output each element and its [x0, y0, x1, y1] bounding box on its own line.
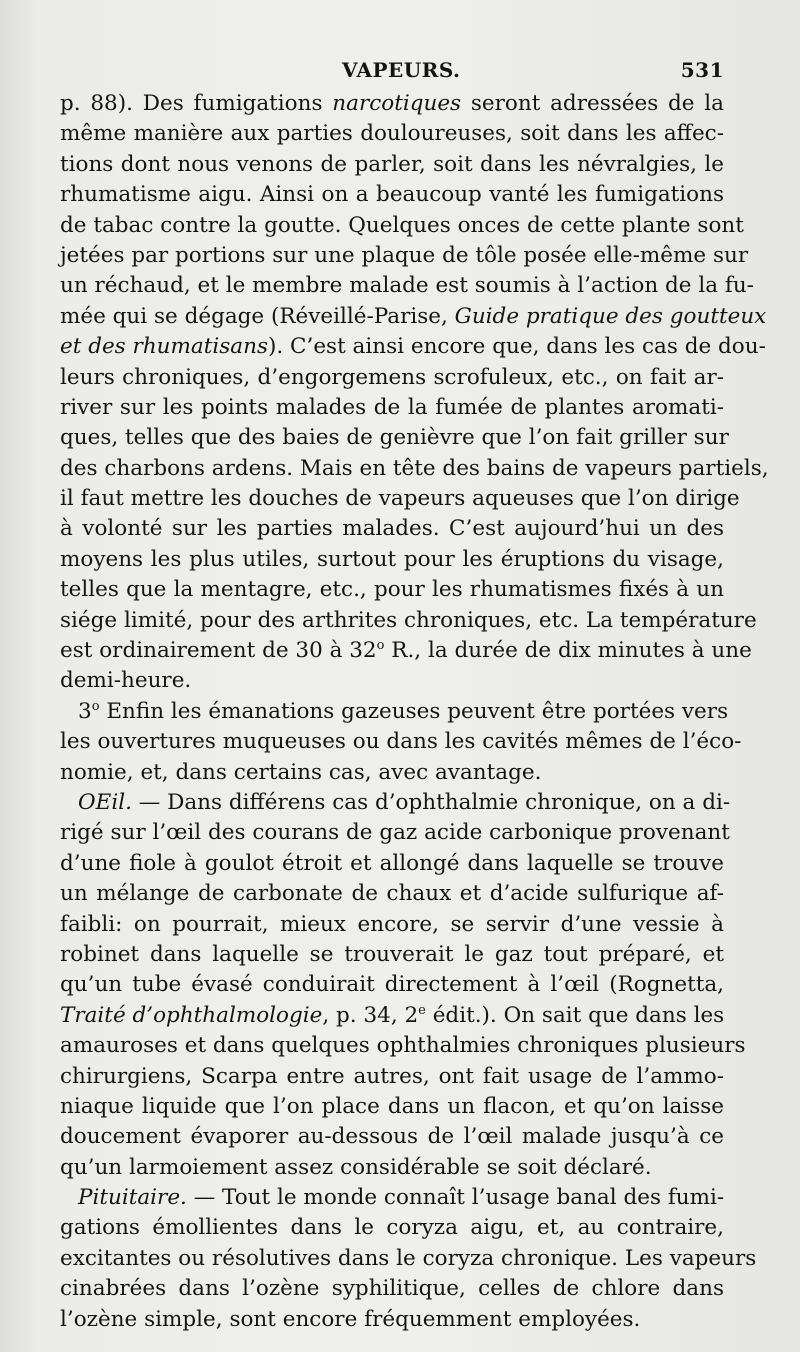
- text-run: les ouvertures muqueuses ou dans les cavités mêmes de l’éco-: [60, 729, 742, 755]
- text-run: R., la durée de dix minutes à une: [384, 638, 752, 664]
- italic-text: Traité d’ophthalmologie: [60, 1002, 323, 1028]
- text-run: des charbons ardens. Mais en tête des bains de vapeurs partiels,: [60, 455, 769, 481]
- text-line: [60, 1244, 757, 1274]
- text-line: [60, 1305, 724, 1335]
- text-run: à volonté sur les parties malades. C’est aujourd’hui un des: [60, 516, 724, 542]
- text-line: [60, 454, 769, 484]
- text-line: [60, 1274, 724, 1304]
- italic-text: OEil.: [78, 789, 132, 815]
- running-title: VAPEURS.: [342, 58, 461, 82]
- text-line: [60, 606, 757, 636]
- text-line: [60, 849, 724, 879]
- text-line: [60, 514, 724, 544]
- text-run: niaque liquide que l’on place dans un flacon, et qu’on laisse: [60, 1093, 724, 1119]
- text-line: [60, 697, 729, 727]
- text-run: excitantes ou résolutives dans le coryza chronique. Les vapeurs: [60, 1245, 757, 1271]
- text-run: leurs chroniques, d’engorgemens scrofuleux, etc., on fait ar-: [60, 364, 724, 390]
- text-line: [60, 1031, 746, 1061]
- text-run: jetées par portions sur une plaque de tôle posée elle-même sur: [60, 242, 749, 268]
- text-line: [60, 180, 724, 210]
- text-run: siége limité, pour des arthrites chroniques, etc. La température: [60, 607, 757, 633]
- text-run: , p. 34, 2: [322, 1002, 419, 1028]
- text-line: [60, 241, 749, 271]
- text-run: qu’un tube évasé conduirait directement à l’œil (Rognetta,: [60, 972, 724, 998]
- text-line: [60, 1213, 724, 1243]
- text-run: même manière aux parties douloureuses, soit dans les affec-: [60, 121, 724, 147]
- text-run: est ordinairement de 30 à 32: [60, 638, 377, 664]
- text-line: [60, 1122, 724, 1152]
- text-run: — Tout le monde connaît l’usage banal des fumi-: [186, 1185, 725, 1211]
- text-line: [60, 666, 724, 696]
- text-run: qu’un larmoiement assez considérable se soit déclaré.: [60, 1154, 652, 1180]
- text-line: [60, 575, 724, 605]
- text-run: nomie, et, dans certains cas, avec avantage.: [60, 759, 542, 785]
- text-run: édit.). On sait que dans les: [425, 1002, 725, 1028]
- text-run: il faut mettre les douches de vapeurs aqueuses que l’on dirige: [60, 486, 740, 512]
- superscript: o: [91, 698, 100, 714]
- text-run: rhumatisme aigu. Ainsi on a beaucoup vanté les fumigations: [60, 182, 724, 208]
- text-run: cinabrées dans l’ozène syphilitique, celles de chlore dans: [60, 1276, 724, 1302]
- text-line: [60, 636, 752, 666]
- text-line: [60, 940, 724, 970]
- body-text: [60, 89, 769, 1335]
- text-line: [60, 1153, 724, 1183]
- text-run: 3: [78, 698, 92, 724]
- text-run: d’une fiole à goulot étroit et allongé dans laquelle se trouve: [60, 850, 724, 876]
- superscript: e: [418, 1002, 426, 1018]
- text-line: [60, 545, 724, 575]
- text-line: [60, 1062, 724, 1092]
- text-line: [60, 879, 724, 909]
- text-run: river sur les points malades de la fumée de plantes aromati-: [60, 394, 724, 420]
- text-run: p. 88). Des fumigations: [60, 91, 333, 116]
- text-run: mée qui se dégage (Réveillé-Parise,: [60, 303, 455, 329]
- text-line: [60, 363, 724, 393]
- text-run: telles que la mentagre, etc., pour les rhumatismes fixés à un: [60, 577, 724, 603]
- text-line: [60, 788, 731, 818]
- text-run: l’ozène simple, sont encore fréquemment employées.: [60, 1306, 641, 1332]
- text-run: chirurgiens, Scarpa entre autres, ont fait usage de l’ammo-: [60, 1063, 724, 1089]
- text-run: seront adressées de la: [461, 91, 724, 116]
- text-run: ques, telles que des baies de genièvre que l’on fait griller sur: [60, 425, 729, 451]
- page-number: 531: [680, 58, 724, 82]
- text-run: Enfin les émanations gazeuses peuvent être portées vers: [99, 698, 729, 724]
- text-run: gations émollientes dans le coryza aigu, et, au contraire,: [60, 1215, 724, 1241]
- text-line: [60, 332, 766, 362]
- text-run: tions dont nous venons de parler, soit dans les névralgies, le: [60, 151, 724, 177]
- text-line: [60, 119, 724, 149]
- text-run: amauroses et dans quelques ophthalmies chroniques plusieurs: [60, 1033, 746, 1059]
- text-line: [60, 758, 724, 788]
- text-line: [60, 727, 742, 757]
- text-run: demi-heure.: [60, 668, 192, 694]
- text-line: [60, 1001, 724, 1031]
- text-run: un réchaud, et le membre malade est soumis à l’action de la fu-: [60, 273, 754, 299]
- text-line: [60, 271, 754, 301]
- page-header: [60, 58, 724, 88]
- text-line: [60, 484, 740, 514]
- text-run: ). C’est ainsi encore que, dans les cas de dou-: [267, 334, 766, 360]
- text-line: [60, 818, 730, 848]
- text-line: [60, 970, 724, 1000]
- text-run: — Dans différens cas d’ophthalmie chronique, on a di-: [131, 789, 731, 815]
- text-run: moyens les plus utiles, surtout pour les éruptions du visage,: [60, 546, 724, 572]
- text-line: [60, 150, 724, 180]
- text-line: [60, 423, 729, 453]
- text-line: [60, 302, 767, 332]
- text-line: [60, 1183, 724, 1213]
- text-line: [60, 393, 724, 423]
- text-line: [60, 89, 724, 119]
- text-run: faibli: on pourrait, mieux encore, se servir d’une vessie à: [60, 911, 724, 937]
- text-run: robinet dans laquelle se trouverait le gaz tout préparé, et: [60, 941, 724, 967]
- text-run: un mélange de carbonate de chaux et d’acide sulfurique af-: [60, 881, 724, 907]
- italic-text: Pituitaire.: [78, 1185, 187, 1211]
- italic-text: et des rhumatisans: [60, 334, 268, 360]
- italic-text: Guide pratique des goutteux: [454, 303, 767, 329]
- text-line: [60, 1092, 724, 1122]
- text-run: de tabac contre la goutte. Quelques onces de cette plante sont: [60, 212, 744, 238]
- text-line: [60, 910, 724, 940]
- superscript: o: [376, 638, 385, 654]
- text-line: [60, 211, 744, 241]
- text-run: rigé sur l’œil des courans de gaz acide carbonique provenant: [60, 820, 730, 846]
- italic-text: narcotiques: [332, 91, 462, 116]
- text-run: doucement évaporer au-dessous de l’œil malade jusqu’à ce: [60, 1124, 724, 1150]
